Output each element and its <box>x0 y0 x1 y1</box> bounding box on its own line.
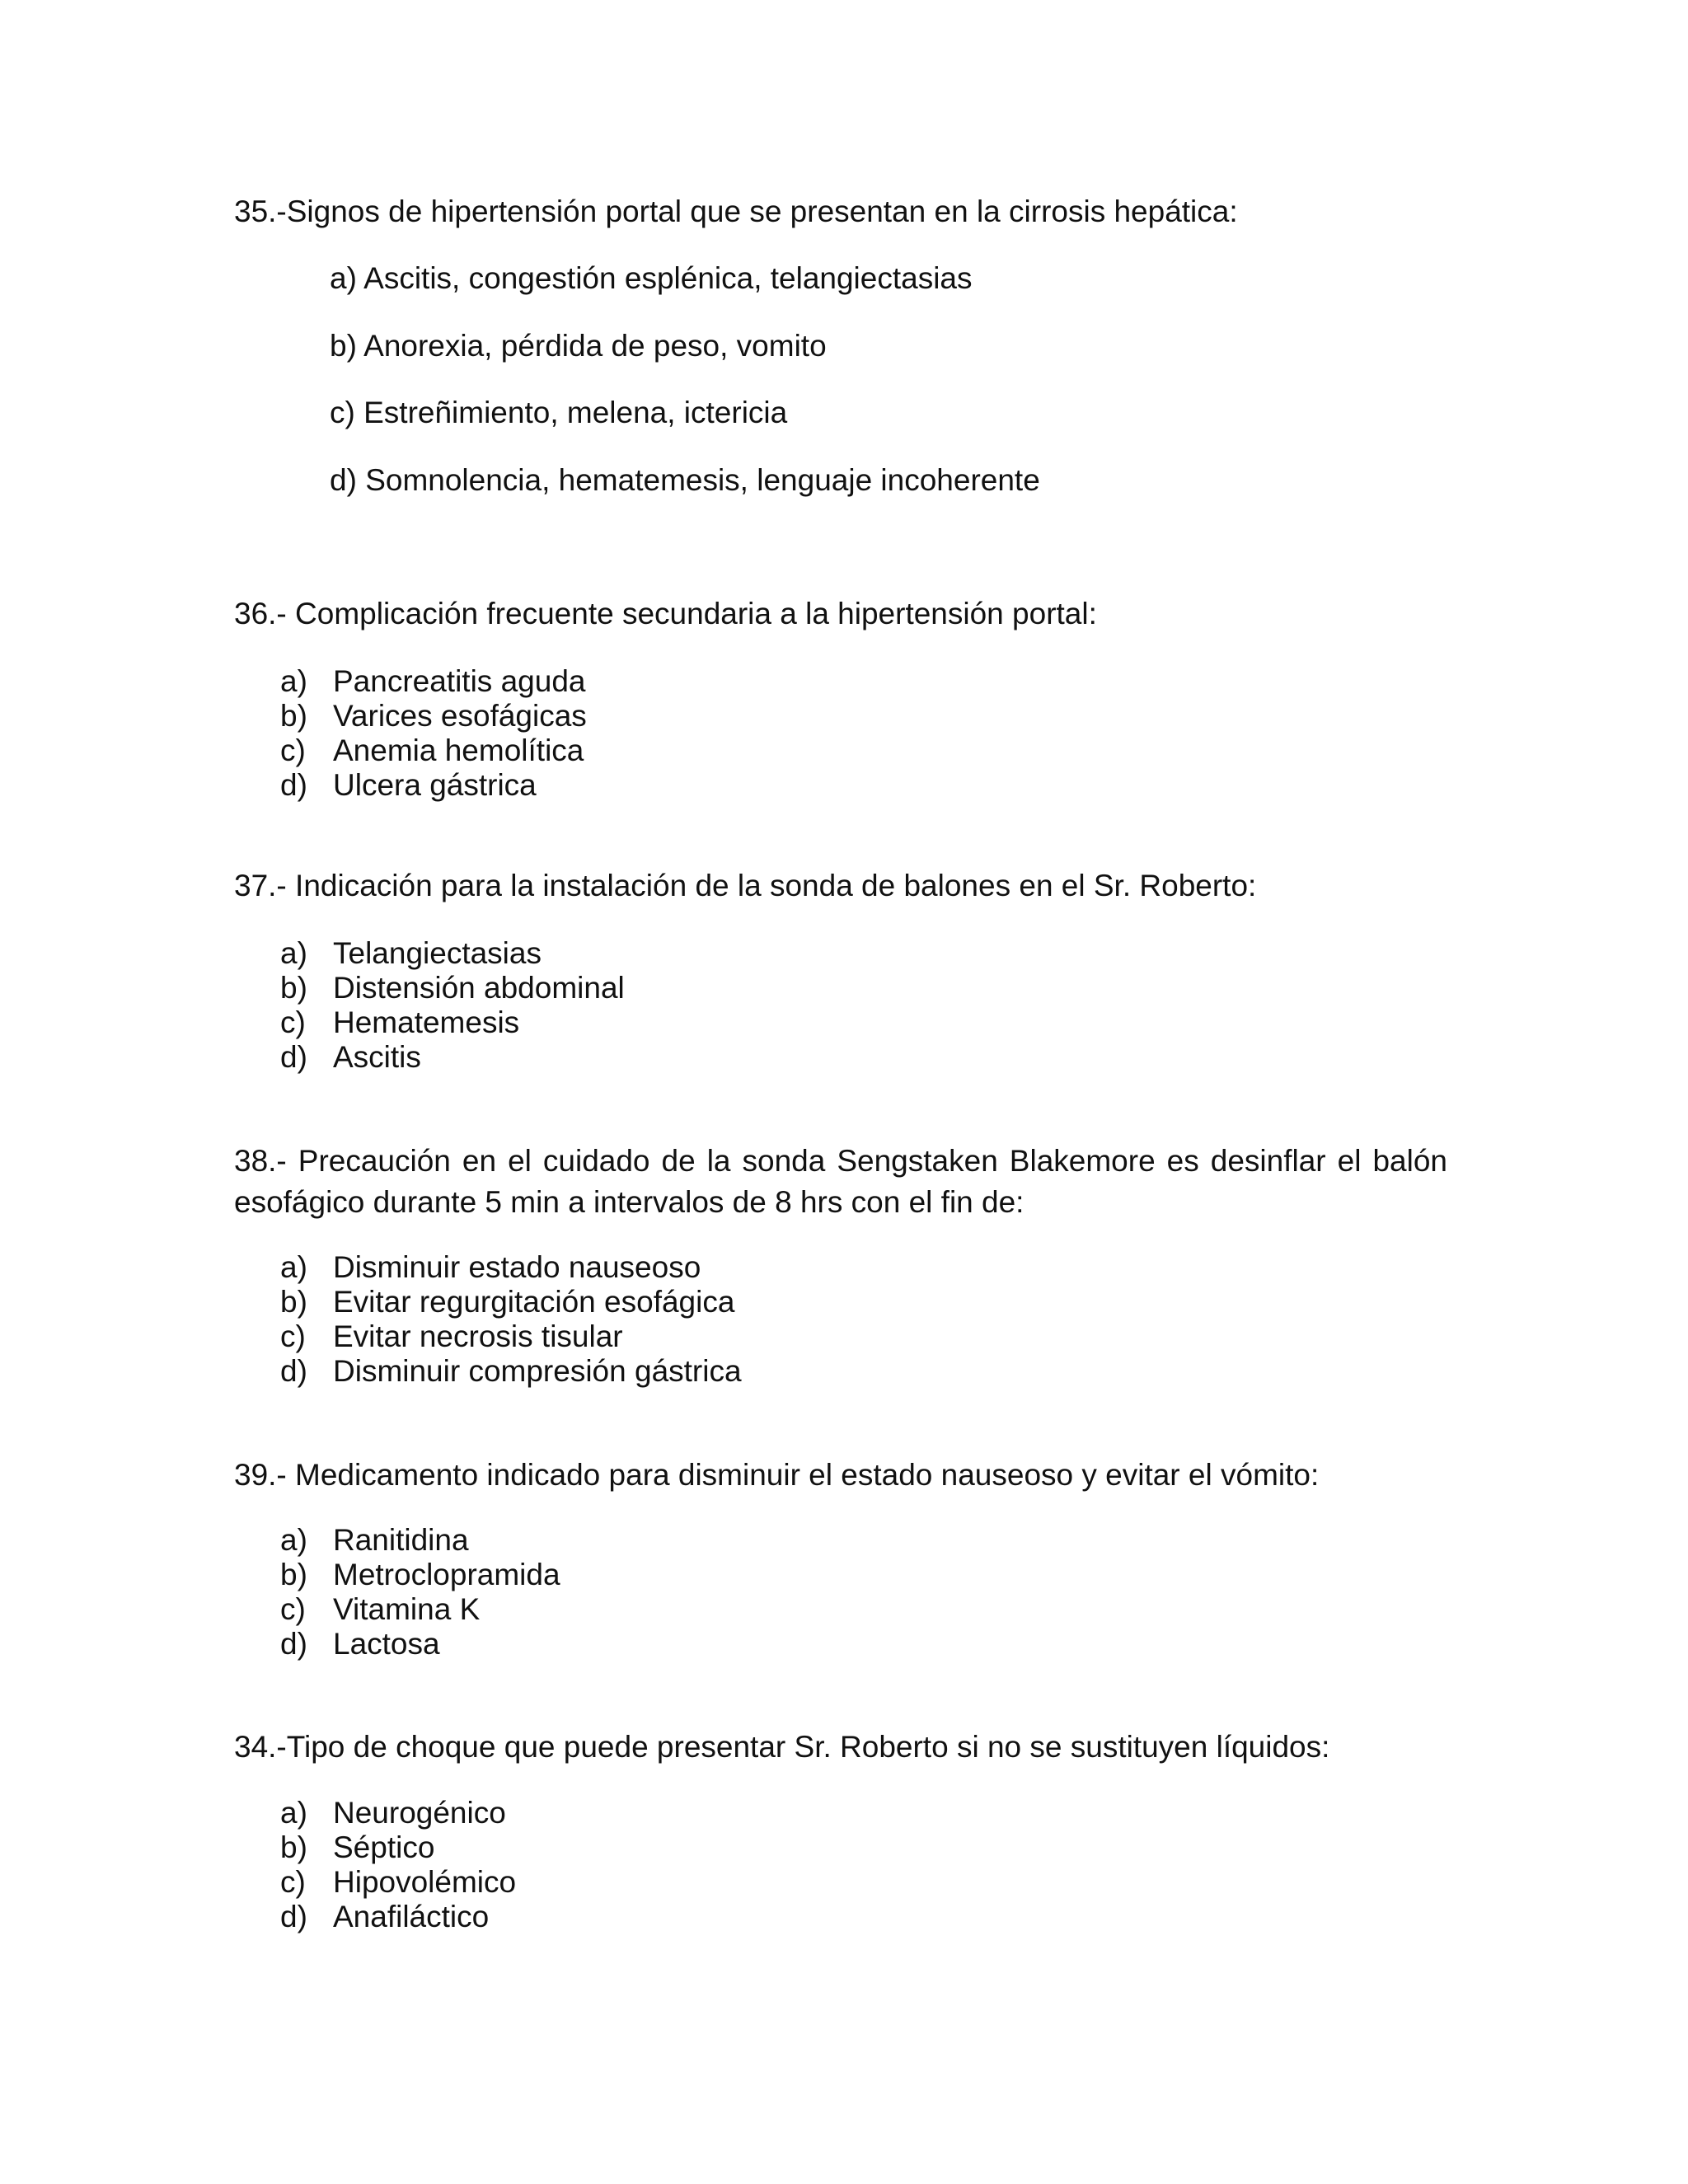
option-text: Disminuir estado nauseoso <box>333 1250 701 1284</box>
option-text: Ulcera gástrica <box>333 768 537 802</box>
option-text: Disminuir compresión gástrica <box>333 1354 742 1388</box>
question-34-option-c <box>280 1865 516 1900</box>
question-39-option-b <box>280 1558 560 1592</box>
option-text: Evitar regurgitación esofágica <box>333 1285 735 1319</box>
option-letter: b) <box>280 699 307 733</box>
option-letter: c) <box>280 733 306 767</box>
question-36-option-c <box>280 733 587 768</box>
question-36-options <box>280 664 587 803</box>
question-38-option-d <box>280 1354 742 1389</box>
option-letter: c) <box>280 1865 306 1899</box>
option-letter: a) <box>280 664 307 698</box>
option-text: Anemia hemolítica <box>333 733 584 767</box>
option-text: Anorexia, pérdida de peso, vomito <box>363 329 827 363</box>
question-37-option-b <box>280 971 625 1005</box>
question-38-option-b <box>280 1285 742 1319</box>
option-letter: d) <box>280 768 307 802</box>
option-text: Vitamina K <box>333 1592 481 1626</box>
option-text: Hematemesis <box>333 1005 520 1039</box>
question-34-option-a <box>280 1796 516 1830</box>
option-letter: d) <box>280 1354 307 1388</box>
question-35-option-b <box>330 326 827 367</box>
question-39-option-c <box>280 1592 560 1627</box>
question-38-text: 38.- Precaución en el cuidado de la sonda Sengstaken Blakemore es desinflar el balón esofágico durante 5 min a intervalos de 8 hrs con el fin de: <box>234 1144 1447 1219</box>
option-text: Distensión abdominal <box>333 971 625 1005</box>
option-text: Evitar necrosis tisular <box>333 1319 623 1353</box>
question-35-option-d <box>330 460 1040 501</box>
question-39-options <box>280 1523 560 1661</box>
option-letter: a) <box>280 1796 307 1830</box>
option-letter: a) <box>330 261 357 295</box>
question-34-options <box>280 1796 516 1934</box>
question-34-option-b <box>280 1830 516 1865</box>
option-text: Pancreatitis aguda <box>333 664 586 698</box>
question-37-text: 37.- Indicación para la instalación de la sonda de balones en el Sr. Roberto: <box>234 869 1257 902</box>
question-37-option-c <box>280 1005 625 1040</box>
question-37-option-d <box>280 1040 625 1075</box>
option-letter: b) <box>280 971 307 1005</box>
question-36-option-b <box>280 699 587 733</box>
option-letter: d) <box>330 463 357 497</box>
option-text: Anafiláctico <box>333 1900 490 1933</box>
question-38-option-a <box>280 1250 742 1285</box>
question-36-text: 36.- Complicación frecuente secundaria a la hipertensión portal: <box>234 597 1097 630</box>
option-text: Varices esofágicas <box>333 699 587 733</box>
option-text: Metroclopramida <box>333 1558 560 1591</box>
option-letter: d) <box>280 1040 307 1074</box>
question-37-option-a <box>280 936 625 971</box>
question-39-text: 39.- Medicamento indicado para disminuir el estado nauseoso y evitar el vómito: <box>234 1458 1320 1492</box>
question-39-option-d <box>280 1627 560 1661</box>
option-text: Ascitis, congestión esplénica, telangiectasias <box>363 261 973 295</box>
option-text: Telangiectasias <box>333 936 542 970</box>
question-38-options <box>280 1250 742 1389</box>
option-letter: b) <box>280 1830 307 1864</box>
question-34-option-d <box>280 1900 516 1934</box>
option-text: Ascitis <box>333 1040 421 1074</box>
option-letter: a) <box>280 936 307 970</box>
option-letter: c) <box>280 1005 306 1039</box>
option-letter: a) <box>280 1523 307 1557</box>
option-letter: b) <box>280 1285 307 1319</box>
question-34-text: 34.-Tipo de choque que puede presentar Sr. Roberto si no se sustituyen líquidos: <box>234 1730 1330 1764</box>
option-letter: b) <box>330 329 357 363</box>
question-39-option-a <box>280 1523 560 1558</box>
option-letter: a) <box>280 1250 307 1284</box>
question-37-options <box>280 936 625 1075</box>
option-letter: d) <box>280 1900 307 1933</box>
option-text: Lactosa <box>333 1627 440 1661</box>
question-35-option-c <box>330 392 787 434</box>
option-text: Somnolencia, hematemesis, lenguaje incoherente <box>365 463 1040 497</box>
question-36-option-d <box>280 768 587 803</box>
option-text: Séptico <box>333 1830 435 1864</box>
option-text: Ranitidina <box>333 1523 469 1557</box>
question-35-text: 35.-Signos de hipertensión portal que se presentan en la cirrosis hepática: <box>234 194 1238 228</box>
option-text: Estreñimiento, melena, ictericia <box>363 396 788 429</box>
option-letter: c) <box>280 1319 306 1353</box>
question-36-option-a <box>280 664 587 699</box>
option-letter: d) <box>280 1627 307 1661</box>
option-letter: c) <box>330 396 355 429</box>
question-35-option-a <box>330 258 973 299</box>
option-text: Neurogénico <box>333 1796 506 1830</box>
option-text: Hipovolémico <box>333 1865 517 1899</box>
question-38-option-c <box>280 1319 742 1354</box>
option-letter: b) <box>280 1558 307 1591</box>
option-letter: c) <box>280 1592 306 1626</box>
